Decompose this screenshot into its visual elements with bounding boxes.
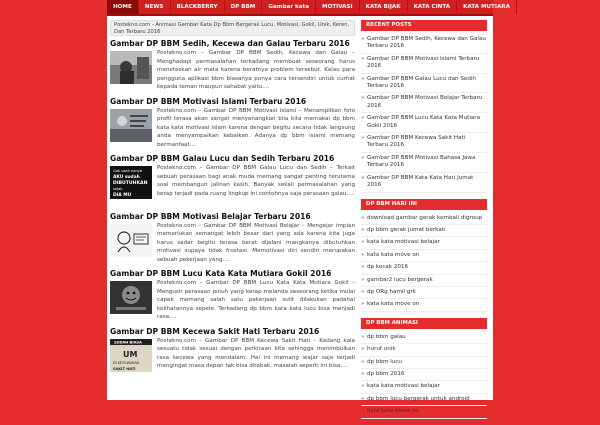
today-link[interactable]: » kata kata motivasi belajar <box>361 237 487 249</box>
nav-news[interactable]: NEWS <box>139 0 171 14</box>
post-thumbnail[interactable] <box>110 51 152 84</box>
nav-blackberry[interactable]: BLACKBERRY <box>171 0 225 14</box>
animasi-link[interactable]: » kata kata motivasi belajar <box>361 381 487 393</box>
today-link[interactable]: » kata kata move on <box>361 299 487 311</box>
post-title-link[interactable]: Gambar DP BBM Motivasi Belajar Terbaru 2016 <box>110 211 311 221</box>
post-item <box>110 326 355 384</box>
nav-dp-bbm[interactable]: DP BBM <box>225 0 263 14</box>
recent-posts-widget <box>361 20 487 193</box>
animasi-link[interactable]: » dp bbm lucu bergerak untuk android <box>361 394 487 406</box>
post-title-link[interactable]: Gambar DP BBM Kecewa Sakit Hati Terbaru 2016 <box>110 326 320 336</box>
recent-post-link[interactable]: » Gambar DP BBM Kata Kata Hari Jumat 2016 <box>361 173 487 193</box>
post-excerpt: Postekno.com – Gambar DP BBM Lucu Kata Kata Mutiara Gokil – Mengusir perasaan jenuh yang kerap melanda seseorang ketika mulai capek memang salah satu pekerjaan sulit dilakukan padahal kelihatannya sepele. Terkadang dp bbm kata kata lucu bisa menjadi rasa.... <box>157 280 355 321</box>
recent-post-link[interactable]: » Gambar DP BBM Motivasi Belajar Terbaru 2016 <box>361 93 487 113</box>
animasi-link[interactable]: » dp bbm 2016 <box>361 369 487 381</box>
thumb-caption: SAKIT HATI <box>113 366 136 371</box>
animasi-link[interactable]: » huruf unik <box>361 344 487 356</box>
post-excerpt: Postekno.com – Gambar DP BBM Motivasi Islami – Menampilkan foto profil terasa akan sangat menyenangkan bila kita memakai dp bbm kata kata motivasi islam karena dengan begitu secara tidak langsung anda menyampaikan kebaikan. Adanya dp bbm islami memang bermanfaat.... <box>157 107 355 148</box>
post-item <box>110 38 355 96</box>
thumb-caption: DIBUTUHKAN <box>113 181 148 186</box>
post-thumbnail[interactable] <box>110 166 152 199</box>
post-item <box>110 211 355 269</box>
animasi-widget <box>361 318 487 419</box>
thumb-caption: SUDAH BIASA <box>114 340 142 345</box>
post-title-link[interactable]: Gambar DP BBM Motivasi Islami Terbaru 2016 <box>110 96 307 106</box>
post-excerpt: Postekno.com – Gambar DP BBM Galau Lucu dan Sedih – Terkait sebuah perasaan bagi anak muda memang sangat penting terutama soal membangun jalinan kasih. Banyak sekali permasalahan yang kerap terjadi pada ruang lingkup ini contohnya saja perasaan galau.... <box>157 165 355 197</box>
post-item <box>110 153 355 211</box>
today-link[interactable]: » kata kata move on <box>361 250 487 262</box>
nav-kata-mutiara[interactable]: KATA MUTIARA <box>457 0 517 14</box>
animasi-link[interactable]: » kata kata move on <box>361 406 487 418</box>
widget-title: DP BBM ANIMASI <box>361 318 487 329</box>
thumb-caption: UM <box>123 349 138 359</box>
widget-title: RECENT POSTS <box>361 20 487 31</box>
post-list <box>110 38 355 383</box>
recent-post-link[interactable]: » Gambar DP BBM Sedih, Kecewa dan Galau Terbaru 2016 <box>361 34 487 54</box>
post-excerpt: Postekno.com – Gambar DP BBM Motivasi Belajar – Mengejar impian memerlukan semangat lebih besar dari yang ada karena kita juga harus sadar begitu terasa berat dijalani mangkanya dibutuhkan motivasi supaya tidak frustasi. Memotivasi diri sendiri merupakan sebuah pekerjaan yang.... <box>157 222 355 263</box>
post-thumbnail[interactable] <box>110 109 152 142</box>
today-widget <box>361 199 487 312</box>
post-item <box>110 96 355 154</box>
today-link[interactable]: » dp kocak 2016 <box>361 262 487 274</box>
today-link[interactable]: » dp ORg hamil grk <box>361 287 487 299</box>
today-link[interactable]: » dp bbm gerak jumat berkah <box>361 225 487 237</box>
recent-post-link[interactable]: » Gambar DP BBM Galau Lucu dan Sedih Terbaru 2016 <box>361 74 487 94</box>
recent-post-link[interactable]: » Gambar DP BBM Motivasi Islami Terbaru 2016 <box>361 54 487 74</box>
post-thumbnail[interactable] <box>110 224 152 257</box>
animasi-link[interactable]: » dp bbm lucu <box>361 357 487 369</box>
sidebar <box>361 20 487 425</box>
nav-motivasi[interactable]: MOTIVASI <box>316 0 360 14</box>
thumb-caption: DIA MU <box>113 193 132 198</box>
nav-gambar-kata[interactable]: Gambar kata <box>262 0 316 14</box>
animasi-link[interactable]: » dp bbm galau <box>361 332 487 344</box>
recent-post-link[interactable]: » Gambar DP BBM Kecewa Sakit Hati Terbaru 2016 <box>361 133 487 153</box>
breadcrumb: Postekno.com - Animasi Gambar Kata Dp Bbm Bergerak Lucu, Motivasi, Gokil, Unik, Keren, Dan Terbaru 2016 <box>110 20 355 36</box>
today-link[interactable]: » download gambar gerak kembali digroup <box>361 213 487 225</box>
nav-kata-cinta[interactable]: KATA CINTA <box>408 0 457 14</box>
post-title-link[interactable]: Gambar DP BBM Lucu Kata Kata Mutiara Gokil 2016 <box>110 269 332 278</box>
post-item <box>110 268 355 326</box>
post-excerpt: Postekno.com – Gambar DP BBM Kecewa Sakit Hati – Kadang kala sesuatu tidak sesuai dengan perkiraan kita sehingga menimbulkan rasa kecewa yang mendalam. Hal ini memang wajar saja terjadi mengingat masa depan tak bisa ditebak, masalah seperti ini bisa.... <box>157 337 355 370</box>
top-nav <box>107 0 510 16</box>
post-thumbnail[interactable] <box>110 339 152 372</box>
recent-post-link[interactable]: » Gambar DP BBM Lucu Kata Kata Mutiara Gokil 2016 <box>361 113 487 133</box>
today-link[interactable]: » gambar2 lucu bergerak <box>361 275 487 287</box>
post-title-link[interactable]: Gambar DP BBM Galau Lucu dan Sedih Terbaru 2016 <box>110 154 335 163</box>
thumb-caption: sejak <box>113 187 123 191</box>
thumb-caption: Gak usah nanya <box>113 169 143 173</box>
thumb-caption: DI KECEWAKAN <box>113 360 140 365</box>
post-excerpt: Postekno.com – Gambar DP BBM Sedih, Kecewa dan Galau – Menghadapi permasalahan terkadang membuat seseorang harus meneteskan air mata karena beratnya problem tersebut. Kalau para pengguna aplikasi bbm biasanya punya cara tersendiri untuk curhat kepada teman maupun sahabat yaitu.... <box>157 50 355 91</box>
thumb-caption: AKU sudah <box>113 175 140 180</box>
nav-kata-bijak[interactable]: KATA BIJAK <box>360 0 408 14</box>
recent-post-link[interactable]: » Gambar DP BBM Motivasi Bahasa Jawa Terbaru 2016 <box>361 153 487 173</box>
widget-title: DP BBM HARI INI <box>361 199 487 210</box>
post-thumbnail[interactable] <box>110 281 152 314</box>
nav-home[interactable]: HOME <box>107 0 139 14</box>
post-title-link[interactable]: Gambar DP BBM Sedih, Kecewa dan Galau Terbaru 2016 <box>110 39 350 48</box>
